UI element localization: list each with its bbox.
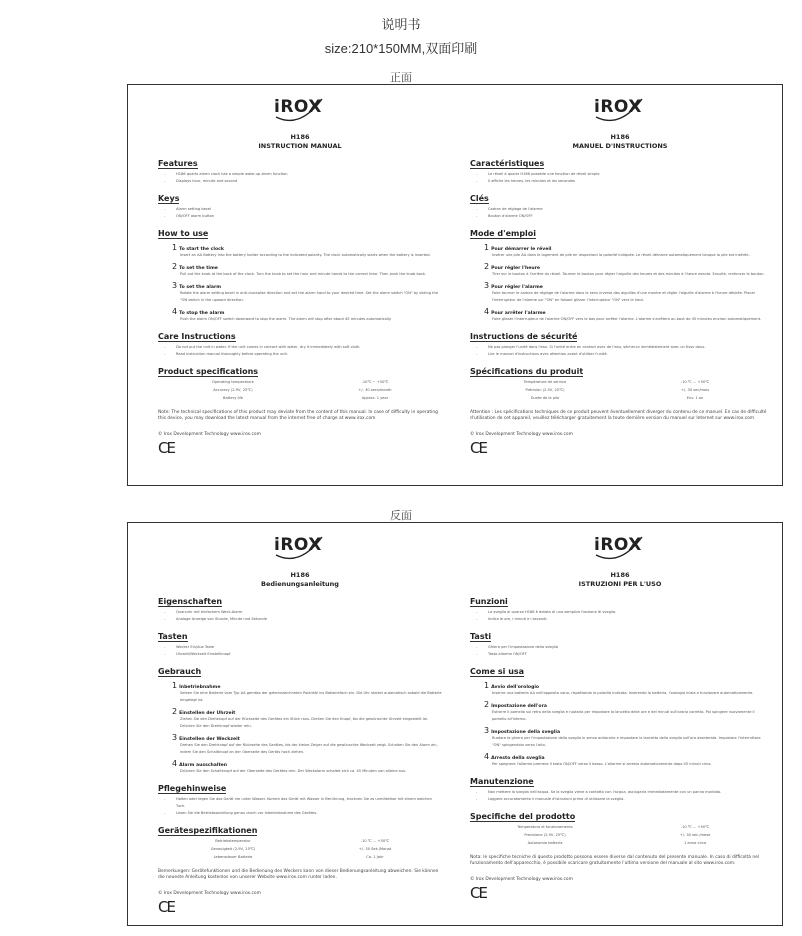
list-item: - Leggere accuratamente il manuale d'istruzioni prima di utilizzare la sveglia. — [470, 796, 770, 803]
step-heading — [484, 752, 770, 761]
step-text: Estrarre il pomello sul retro della sveglia e ruotarlo per impostare la lancetta delle ore e dei minuti sull'orario corretto. Poi spingere nuovamente il pomello all'interno. — [492, 710, 755, 721]
steps — [470, 681, 770, 768]
step-text: Insérer une pile AA dans le logement de pile en respectant la polarité indiquée. Le réveil démarre automatiquement lorsque la pile est insérée. — [492, 253, 750, 257]
specifications-table — [158, 837, 442, 861]
step-heading — [484, 681, 770, 690]
instruction-step — [172, 759, 442, 775]
spec-value: +/- 30 sec/mois — [680, 388, 710, 392]
list-item: - Wecker Ein/Aus Taste — [158, 644, 442, 651]
list-item: - Ne pas plonger l'unité dans l'eau. Si l'unité entre en contact avec de l'eau, sécher-la immédiatement avec un tissu doux. — [470, 344, 770, 351]
instruction-step — [172, 733, 442, 756]
instruction-step — [172, 262, 442, 278]
model-number: H186 — [610, 133, 630, 141]
spec-value: -10℃ ~ +50℃ — [361, 380, 389, 384]
manual-panel-english — [128, 85, 456, 485]
step-text: Drehen Sie den Drehknopf auf der Rückseite des Gerätes, bis der kleine Zeiger auf die gewünschte Weckzeit zeigt. Schalten Sie den Alarm ein, indem Sie den Schaltknopf an der Oberseite des Geräts hoch ziehen. — [180, 743, 438, 754]
list-item: - Tasto allarme ON/OFF — [470, 651, 770, 658]
list-item: - Le réveil à quartz H186 possède une fonction de réveil simple — [470, 171, 770, 178]
model-number: H186 — [290, 133, 310, 141]
step-heading — [484, 243, 770, 252]
spec-value: +/- 30 secs/month — [358, 388, 392, 392]
instruction-step — [484, 262, 770, 278]
list-item: - Analoge Anzeige von Stunde, Minute und Sekunde — [158, 616, 442, 623]
step-heading — [484, 281, 770, 290]
copyright: © Irox Development Technology www.irox.com — [470, 432, 573, 437]
instruction-step — [172, 307, 442, 323]
manual-title: ISTRUZIONI PER L'USO — [578, 580, 662, 588]
keys-heading: Keys — [158, 194, 180, 203]
specifications-table — [470, 378, 770, 402]
how-to-use-heading: How to use — [158, 229, 209, 238]
how-to-use-heading: Mode d'emploi — [470, 229, 537, 238]
step-text: Rotate the alarm setting bezel in anti-clockwise direction and set the alarm hand to your desired time. Set the alarm switch "ON" by sliding the "ON switch in the upward direction. — [180, 291, 439, 302]
specifications-table — [470, 823, 770, 847]
disclaimer-note: Note: The technical specifications of this product may deviate from the content of this manual. In case of difficulty in operating this device, you may download the latest manual from the internet free of charge at www.irox.com — [158, 410, 438, 421]
keys-list — [158, 206, 442, 220]
irox-logo — [590, 533, 650, 563]
keys-heading: Tasti — [470, 632, 492, 641]
care-list — [470, 789, 770, 803]
keys-heading: Clés — [470, 194, 489, 203]
document-title: 说明书 — [381, 17, 421, 32]
care-heading: Pflegehinweise — [158, 784, 227, 793]
model-number: H186 — [610, 571, 630, 579]
step-text: Inserire una batteria AA nell'apposito vano, rispettando la polarità indicata. Inserendo la batteria, l'orologio inizia a funzionare automaticamente. — [492, 691, 754, 695]
step-heading — [172, 733, 442, 742]
step-number: 4 — [172, 759, 178, 768]
spec-row — [470, 394, 770, 402]
list-item: - Alarm setting bezel — [158, 206, 442, 213]
irox-logo — [270, 95, 330, 125]
step-text: Ziehen Sie den Drehknopf auf der Rückseite des Gerätes ein Stück raus. Drehen Sie den Knopf, bis die gewünschte Uhrzeit eingestellt ist. Drücken Sie den Drehknopf wieder rein. — [180, 717, 429, 728]
step-heading — [172, 243, 442, 252]
spec-row — [158, 853, 442, 861]
step-heading — [484, 307, 770, 316]
spec-label: Temperatura di funzionamento — [517, 825, 573, 829]
spec-label: Precisione (2.9V, 25℃) — [524, 833, 566, 837]
manual-title: MANUEL D'INSTRUCTIONS — [572, 142, 668, 150]
list-item: - Il affiche les heures, les minutes et les secondes — [470, 178, 770, 185]
step-number: 2 — [172, 262, 178, 271]
spec-value: Env. 1 an — [686, 396, 704, 400]
spec-label: Betriebstemperatur — [215, 839, 251, 843]
manual-panel-german — [128, 523, 456, 925]
features-heading: Features — [158, 159, 198, 168]
list-item: - Lesen Sie die Betriebsanleitung genau durch vor Inbetriebnahme des Gerätes. — [158, 810, 442, 817]
spec-label: Lebensdauer Batterie — [213, 855, 253, 859]
step-heading — [172, 759, 442, 768]
list-item: - Displays hour, minute and second — [158, 178, 442, 185]
step-title: Avvio dell'orologio — [491, 685, 540, 690]
care-heading: Manutenzione — [470, 777, 534, 786]
list-item: - Read instruction manual thoroughly before operating the unit. — [158, 351, 442, 358]
instruction-step — [172, 243, 442, 259]
ce-mark-icon: CE — [158, 898, 174, 916]
step-number: 3 — [484, 281, 490, 290]
care-list — [158, 344, 442, 358]
step-text: Faire glisser l'interrupteur de l'alarme ON/OFF vers le bas pour arrêter l'alarme. L'alarme s'arrêtera au bout de 45 minutes environ automatiquement. — [492, 317, 762, 321]
step-text: Ruotare la ghiera per l'impostazione della sveglia in senso antiorario e impostare la lancetta della sveglia sull'ora desiderata. Impostare l'interruttore "ON" spingendolo verso l'alto. — [492, 736, 761, 747]
step-heading — [172, 281, 442, 290]
spec-value: -10 ℃ ... +50℃ — [680, 380, 710, 384]
step-number: 2 — [484, 262, 490, 271]
care-heading: Instructions de sécurité — [470, 332, 578, 341]
step-text: Push the alarm ON/OFF switch downward to stop the alarm. The alarm will stop after about 45 minutes automatically. — [180, 317, 392, 321]
list-item: - Quarzuhr mit einfachem Weck-Alarm — [158, 609, 442, 616]
instruction-step — [484, 281, 770, 304]
spec-row — [158, 845, 442, 853]
spec-row — [158, 386, 442, 394]
spec-row — [470, 386, 770, 394]
manual-panel-french — [456, 85, 784, 485]
irox-logo — [270, 533, 330, 563]
step-heading — [172, 681, 442, 690]
list-item: - Cadran de réglage de l'alarme — [470, 206, 770, 213]
front-sheet — [127, 84, 783, 486]
features-list — [470, 609, 770, 623]
spec-label: Précision (2.5V, 25℃) — [525, 388, 565, 392]
step-heading — [172, 307, 442, 316]
instruction-step — [484, 700, 770, 723]
front-side-label: 正面 — [390, 72, 412, 84]
instruction-step — [484, 726, 770, 749]
step-title: Pour arrêter l'alarme — [491, 311, 546, 316]
step-number: 1 — [484, 243, 490, 252]
care-heading: Care Instructions — [158, 332, 236, 341]
print-size-note: size:210*150MM,双面印刷 — [324, 41, 478, 56]
spec-value: Approx. 1 year — [361, 396, 389, 400]
logo-text: iROX — [274, 535, 322, 555]
step-heading — [172, 262, 442, 271]
step-text: Tirer sur le bouton à l'arrière du réveil. Tourner le bouton pour régler l'aiguille des heures et des minutes à l'heure exacte. Ensuite, renfoncer le bouton. — [492, 272, 765, 276]
specifications-heading: Spécifications du produit — [470, 367, 584, 376]
ce-mark-icon: CE — [470, 884, 486, 902]
features-heading: Caractéristiques — [470, 159, 545, 168]
step-title: To start the clock — [179, 247, 224, 252]
steps — [158, 681, 442, 775]
step-number: 3 — [172, 281, 178, 290]
manual-title: INSTRUCTION MANUAL — [258, 142, 342, 150]
spec-row — [470, 831, 770, 839]
step-number: 1 — [172, 243, 178, 252]
step-number: 1 — [484, 681, 490, 690]
spec-value: -10 ℃ ... +50℃ — [360, 839, 390, 843]
list-item: - ON/OFF alarm button — [158, 213, 442, 220]
logo-text: iROX — [594, 535, 642, 555]
step-number: 1 — [172, 681, 178, 690]
list-item: - Halten oder legen Sie das Gerät nie unter Wasser. Kommt das Gerät mit Wasser in Berührung, trocknen Sie es unmittelbar mit einem weichen Tuch. — [158, 796, 442, 810]
spec-value: 1 anno circa — [683, 841, 707, 845]
keys-heading: Tasten — [158, 632, 188, 641]
list-item: - La sveglia al quarzo H186 è dotata di una semplice funzione di sveglia. — [470, 609, 770, 616]
spec-row — [470, 378, 770, 386]
step-title: Einstellen der Weckzeit — [179, 737, 240, 742]
instruction-step — [172, 707, 442, 730]
care-list — [470, 344, 770, 358]
logo-text: iROX — [274, 97, 322, 117]
spec-value: +/- 30 sec./mese — [679, 833, 711, 837]
logo-text: iROX — [594, 97, 642, 117]
spec-label: Accuracy (2.9V, 25℃) — [213, 388, 253, 392]
spec-label: Durée de la pile — [530, 396, 560, 400]
step-heading — [484, 726, 770, 735]
specifications-heading: Specifiche del prodotto — [470, 812, 576, 821]
keys-list — [158, 644, 442, 658]
care-list — [158, 796, 442, 817]
specifications-heading: Gerätespezifikationen — [158, 826, 258, 835]
step-title: To set the time — [179, 266, 218, 271]
irox-logo — [590, 95, 650, 125]
spec-label: Température de service — [523, 380, 567, 384]
features-heading: Eigenschaften — [158, 597, 223, 606]
copyright: © Irox Development Technology www.irox.com — [470, 877, 573, 882]
steps — [470, 243, 770, 323]
list-item: - Ghiera per l'impostazione della sveglia — [470, 644, 770, 651]
features-heading: Funzioni — [470, 597, 508, 606]
step-number: 3 — [172, 733, 178, 742]
spec-value: +/- 30 Sek./Monat — [358, 847, 392, 851]
step-text: Faire tourner le cadran de réglage de l'alarme dans le sens inverse des aiguilles d'une montre et régler l'aiguille d'alarme à l'heure désirée. Placer l'interrupteur de l'alarme sur "ON" en faisant glisser l'interrupteur "ON" vers le haut. — [492, 291, 756, 302]
step-title: Inbetriebnahme — [179, 685, 221, 690]
ce-mark-icon: CE — [158, 439, 174, 457]
step-text: Setzen Sie eine Batterie vom Typ AA gemäss der gekennzeichneten Polarität ins Batteriefach ein. Die Uhr startet automatisch sobald die Batterie eingelegt ist. — [180, 691, 442, 702]
list-item: - Indica le ore, i minuti e i secondi. — [470, 616, 770, 623]
instruction-step — [172, 681, 442, 704]
spec-label: Operating temperature — [212, 380, 254, 384]
disclaimer-note: Nota: le specifiche tecniche di questo prodotto possono essere diverse dal contenuto del presente manuale. In caso di difficoltà nel funzionamento dell'apparecchio, è possibile scaricare gratuitamente l'ultima versione del manuale al sito www.irox.com. — [470, 855, 760, 866]
spec-row — [470, 823, 770, 831]
spec-label: Autonomia batteria — [527, 841, 563, 845]
list-item: - Bouton d'alarme ON/OFF — [470, 213, 770, 220]
spec-value: -10 ℃ ... +50℃ — [680, 825, 710, 829]
features-list — [470, 171, 770, 185]
spec-row — [158, 378, 442, 386]
model-number: H186 — [290, 571, 310, 579]
specifications-heading: Product specifications — [158, 367, 259, 376]
step-title: Pour régler l'heure — [491, 266, 540, 271]
disclaimer-note: Bemerkungen: Gerätefunktionen und die Bedienung des Weckers kann von dieser Bedienungsanleitung abweichen. Sie können die neueste Anleitung kostenlos von unserer Website www.irox.com runter laden. — [158, 869, 439, 880]
manual-panel-italian — [456, 523, 784, 925]
step-number: 4 — [484, 752, 490, 761]
step-heading — [172, 707, 442, 716]
step-title: Pour régler l'alarme — [491, 285, 543, 290]
step-text: Insert an AA Battery into the battery holder according to the indicated polarity. The clock automatically starts when the battery is inserted. — [180, 253, 431, 257]
how-to-use-heading: Come si usa — [470, 667, 525, 676]
features-list — [158, 609, 442, 623]
keys-list — [470, 206, 770, 220]
back-side-label: 反面 — [390, 510, 412, 522]
instruction-step — [484, 752, 770, 768]
list-item: - Lire le manuel d'instructions avec attention avant d'utiliser l'unité. — [470, 351, 770, 358]
list-item: - Non mettere la sveglia nell'acqua. Se la sveglia viene a contatto con l'acqua, asciugarla immediatamente con un panno morbido. — [470, 789, 770, 796]
ce-mark-icon: CE — [470, 439, 486, 457]
step-number: 2 — [172, 707, 178, 716]
manual-title: Bedienungsanleitung — [261, 580, 339, 588]
step-text: Pull out the knob at the back of the clock. Turn the knob to set the hour and minute hands to the correct time. Then push the knob back. — [180, 272, 427, 276]
copyright: © Irox Development Technology www.irox.com — [158, 432, 261, 437]
back-sheet — [127, 522, 783, 926]
list-item: - H186 quartz alarm clock has a simple wake-up alarm function — [158, 171, 442, 178]
step-text: Per spegnere l'allarme premere il tasto ON/OFF verso il basso. L'allarme si arresta automaticamente dopo 45 minuti circa. — [492, 762, 712, 766]
how-to-use-heading: Gebrauch — [158, 667, 202, 676]
instruction-step — [484, 307, 770, 323]
step-title: Einstellen der Uhrzeit — [179, 711, 236, 716]
disclaimer-note: Attention : Les spécifications techniques de ce produit peuvent éventuellement diverger du contenu de ce manuel. En cas de difficulté d'utilisation de cet appareil, veuillez télécharger gratuitement la toute dernière version du manuel sur Internet sur www.irox.com — [470, 410, 767, 421]
list-item: - Uhrzeit/Weckzeit Einstellknopf — [158, 651, 442, 658]
step-heading — [484, 700, 770, 709]
step-number: 4 — [484, 307, 490, 316]
step-number: 3 — [484, 726, 490, 735]
spec-row — [158, 837, 442, 845]
instruction-step — [484, 681, 770, 697]
step-number: 4 — [172, 307, 178, 316]
spec-label: Genauigkeit (2.9V, 25℃) — [210, 847, 256, 851]
step-title: Arresto della sveglia — [491, 756, 545, 761]
specifications-table — [158, 378, 442, 402]
spec-label: Battery life — [223, 396, 243, 400]
instruction-step — [484, 243, 770, 259]
step-heading — [484, 262, 770, 271]
features-list — [158, 171, 442, 185]
spec-value: Ca. 1 Jahr — [366, 855, 384, 859]
step-title: Impostazione della sveglia — [491, 730, 561, 735]
steps — [158, 243, 442, 323]
step-title: To set the alarm — [179, 285, 222, 290]
spec-row — [470, 839, 770, 847]
instruction-step — [172, 281, 442, 304]
list-item: - Do not put the unit in water. If the unit comes in contact with water, dry it immediately with soft cloth. — [158, 344, 442, 351]
copyright: © Irox Development Technology www.irox.com — [158, 891, 261, 896]
step-title: Impostazione dell'ora — [491, 704, 547, 709]
step-title: To stop the alarm — [179, 311, 225, 316]
spec-row — [158, 394, 442, 402]
step-title: Alarm ausschalten — [179, 763, 228, 768]
step-text: Drücken Sie den Schaltknopf auf der Oberseite des Gerätes rein. Der Weckalarm schaltet sich ca. 45 Minuten von alleine aus. — [180, 769, 407, 773]
step-title: Pour démarrer le réveil — [491, 247, 552, 252]
step-number: 2 — [484, 700, 490, 709]
keys-list — [470, 644, 770, 658]
